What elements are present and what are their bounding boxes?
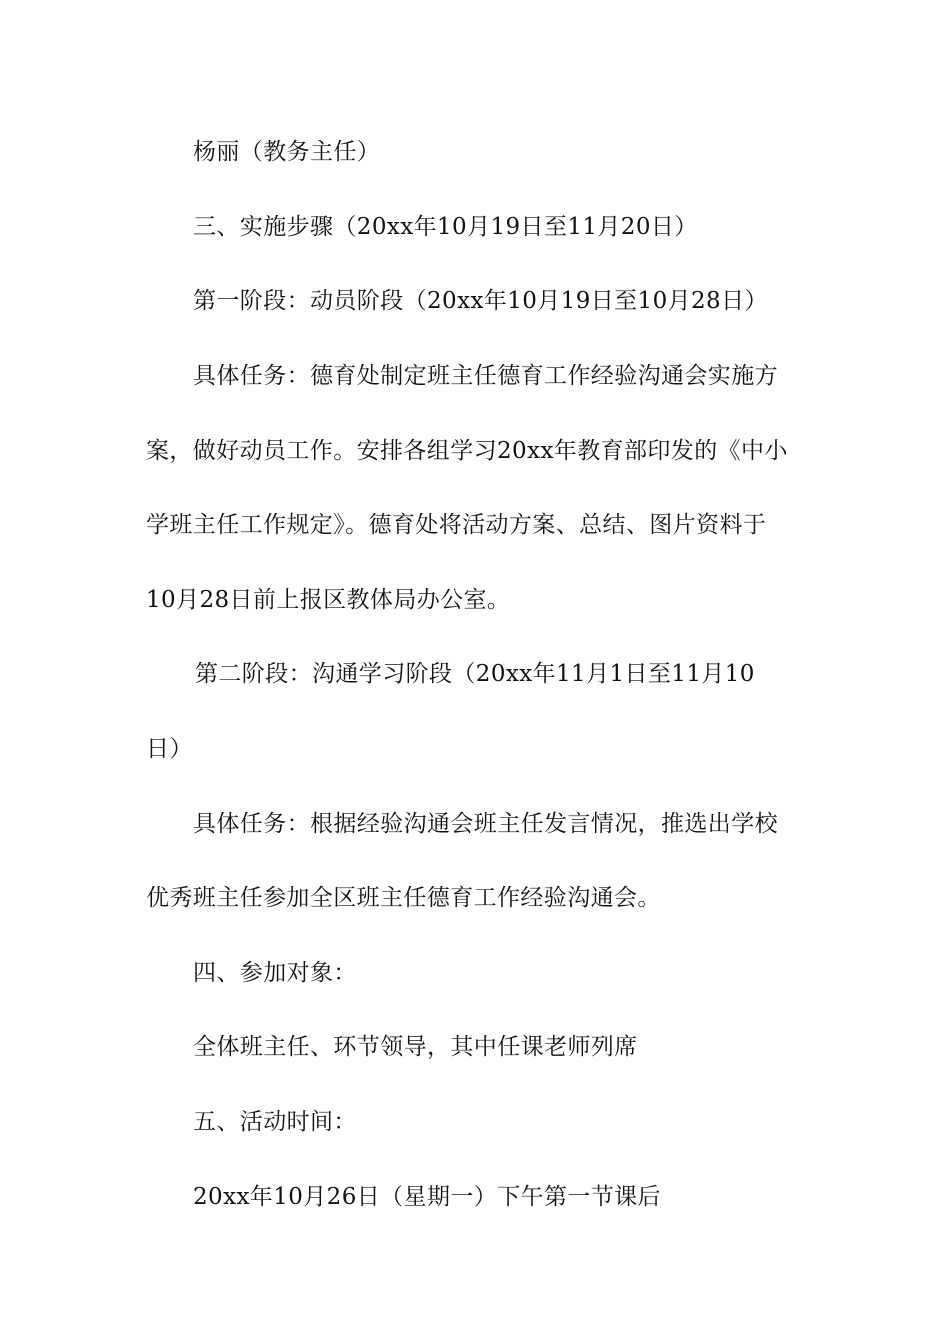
heading-phase-two-line-2: 日） — [146, 736, 193, 762]
paragraph-phase-one-line-2: 案，做好动员工作。安排各组学习20xx年教育部印发的《中小 — [146, 438, 788, 464]
paragraph-phase-two-line-2: 优秀班主任参加全区班主任德育工作经验沟通会。 — [146, 885, 661, 911]
heading-participants: 四、参加对象： — [193, 960, 357, 986]
text-participants: 全体班主任、环节领导，其中任课老师列席 — [193, 1034, 638, 1060]
paragraph-phase-one-line-4: 10月28日前上报区教体局办公室。 — [146, 587, 511, 613]
text-activity-time: 20xx年10月26日（星期一）下午第一节课后 — [193, 1184, 661, 1210]
heading-activity-time: 五、活动时间： — [193, 1109, 357, 1135]
paragraph-phase-one-line-1: 具体任务：德育处制定班主任德育工作经验沟通会实施方 — [193, 363, 778, 389]
heading-phase-two-line-1: 第二阶段：沟通学习阶段（20xx年11月1日至11月10 — [195, 661, 755, 687]
heading-phase-one: 第一阶段：动员阶段（20xx年10月19日至10月28日） — [193, 288, 768, 314]
paragraph-phase-two-line-1: 具体任务：根据经验沟通会班主任发言情况，推选出学校 — [193, 811, 778, 837]
paragraph-phase-one-line-3: 学班主任工作规定》。德育处将活动方案、总结、图片资料于 — [146, 512, 767, 538]
heading-implementation-steps: 三、实施步骤（20xx年10月19日至11月20日） — [193, 214, 698, 240]
text-line-leader: 杨丽（教务主任） — [193, 139, 381, 165]
